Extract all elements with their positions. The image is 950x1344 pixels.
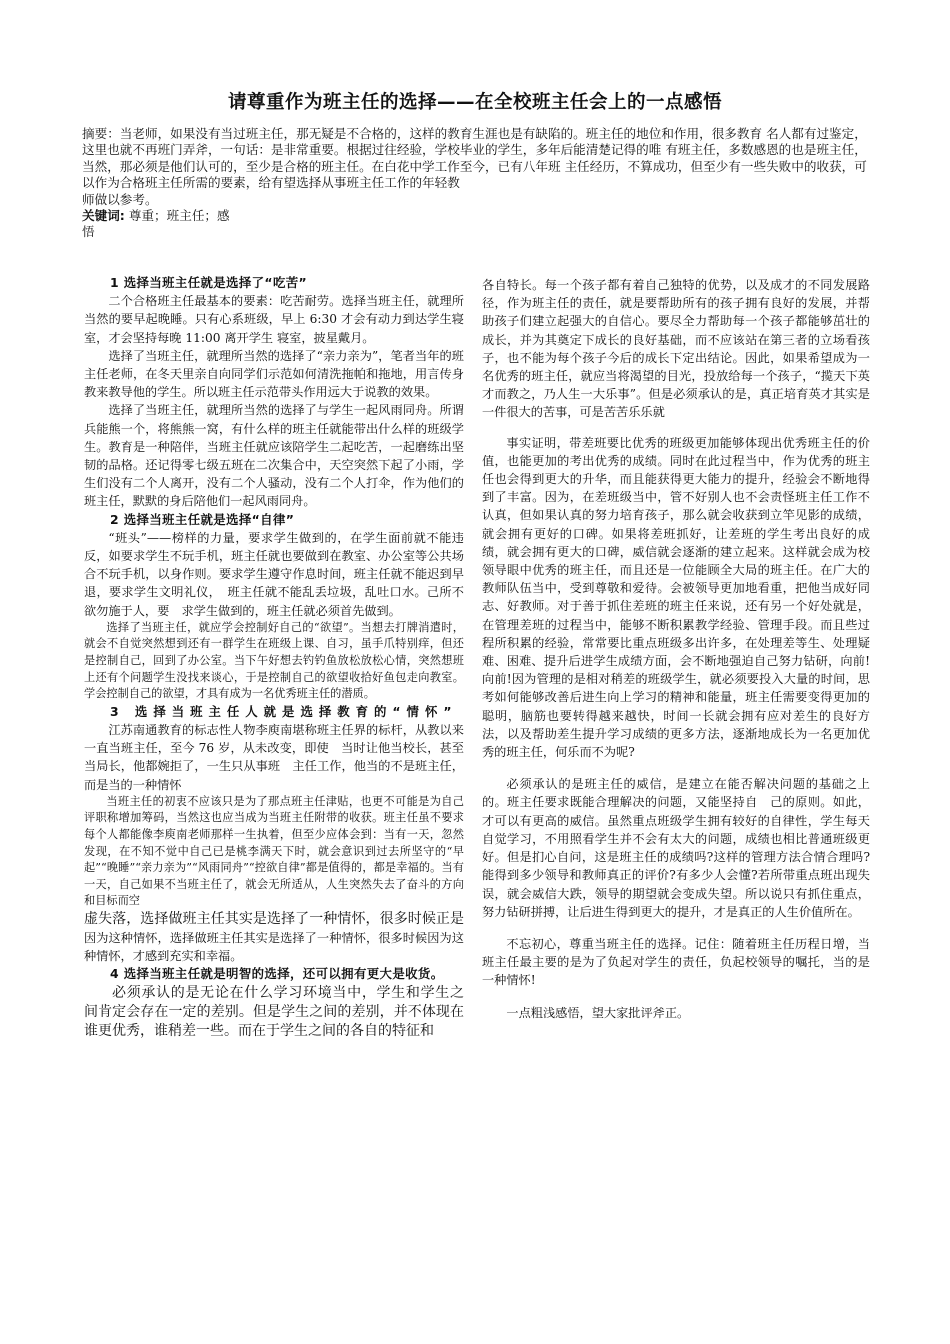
left-paragraph-8: 必须承认的是无论在什么学习环境当中，学生和学生之 间肯定会存在一定的差别。但是学生之间的差别，并不体现在谁更优秀，谁稍差一些。而在于学生之间的各自的特征和 <box>84 984 464 1039</box>
right-paragraph-5: 一点粗浅感悟，望大家批评斧正。 <box>506 1005 690 1020</box>
keywords-value: 尊重；班主任；感 <box>128 208 230 224</box>
left-paragraph-7-end: 因为这种情怀，选择做班主任其实是选择了一种情怀，很多时候因为这种情怀，才感到充实和幸福。 <box>84 931 464 964</box>
spacer <box>482 761 870 775</box>
abstract-block <box>82 126 868 241</box>
section-heading-2: 2 选择当班主任就是选择“自律” <box>110 511 295 527</box>
right-column <box>482 276 870 1022</box>
left-paragraph-7: 当班主任的初衷不应该只是为了那点班主任津贴，也更不可能是为自己评职称增加筹码，当然这也应当成为当班主任附带的收获。班主任虽不要求每个人都能像李庾南老师那样一生执着，但至少应体会到：当有一天，忽然发现，在不知不觉中自己已是桃李满天下时，就会意识到过去所坚守的“早起”“晚睡”“亲力亲为”“风雨同舟”“控欲自律”都是值得的，都是幸福的。当有一天，自己如果不当班主任了，就会无所适从，人生突然失去了奋斗的方向和目标而空 <box>84 794 464 908</box>
left-paragraph-5: 选择了当班主任，就应学会控制好自己的“欲望”。当想去打牌消遣时，就会不自觉突然想到还有一群学生在班级上课、自习，虽手爪特别痒，但还是控制自己，回到了办公室。当下午好想去钓钓鱼放松放松心情，突然想班上还有个问题学生没找来谈心，于是控制自己的欲望收拾好鱼包走向教室。学会控制自己的欲望，才具有成为一名优秀班主任的潜质。 <box>84 620 464 701</box>
right-paragraph-4: 不忘初心，尊重当班主任的选择。记住：随着班主任历程日增，当班主任最主要的是为了负起对学生的责任，负起校领导的嘱托，当的是一种情怀! <box>482 936 870 988</box>
keywords-label: 关键词: <box>82 208 125 224</box>
left-paragraph-7-sans: 虚失落，选择做班主任其实是选择了一种情怀，很多时候正是 <box>84 911 464 927</box>
spacer <box>482 921 870 935</box>
left-paragraph-2: 选择了当班主任，就理所当然的选择了“亲力亲为”，笔者当年的班主任老师，在冬天里亲自向同学们示范如何清洗拖帕和拖地，用言传身教来教导他的学生。所以班主任示范带头作用远大于说教的效果。 <box>84 348 464 400</box>
abstract-tail: 师做以参考。 <box>82 191 158 207</box>
section-heading-3: 3 选择当班主任人就是选择教育的“情怀” <box>110 703 458 719</box>
left-paragraph-4: “班头”——榜样的力量，要求学生做到的，在学生面前就不能违反，如要求学生不玩手机，班主任就也要做到在教室、办公室等公共场合不玩手机，以身作则。要求学生遵守作息时间，班主任就不能迟到早退，要求学生文明礼仪， 班主任就不能乱丢垃圾，乱吐口水。己所不欲勿施于人，要 求学生做到的，班主任就必须首先做到。 <box>84 530 464 618</box>
left-paragraph-3: 选择了当班主任，就理所当然的选择了与学生一起风雨同舟。所谓兵能熊一个，将熊熊一窝，有什么样的班主任就能带出什么样的班级学生。教育是一种陪伴，当班主任就应该陪学生二起吃苦，一起磨练出坚韧的品格。还记得零七级五班在二次集合中，天空突然下起了小雨，学生们没有二个人离开，没有二个人骚动，没有二个人打伞，作为他们的班主任，默默的身后陪他们一起风雨同舟。 <box>84 403 464 509</box>
left-column <box>84 274 464 1041</box>
section-heading-4: 4 选择当班主任就是明智的选择，还可以拥有更大是收货。 <box>110 966 444 982</box>
keywords-line <box>82 208 868 224</box>
right-paragraph-2: 事实证明，带差班要比优秀的班级更加能够体现出优秀班主任的价值，也能更加的考出优秀的成绩。同时在此过程当中，作为优秀的班主任也会得到更大的升华，而且能获得更大能力的提升，经验会不断地得到了丰富。因为，在差班级当中，管不好别人也不会责怪班主任工作不认真，但如果认真的努力培育孩子，那么就会收获到立竿见影的成绩，就会拥有更好的口碑。如果将差班抓好，让差班的学生考出良好的成绩，就会拥有更大的口碑，威信就会逐渐的建立起来。这样就会成为校领导眼中优秀的班主任，而且还是一位能顾全大局的班主任。在广大的教师队伍当中，受到尊敬和爱待。会被领导更加地看重，把他当成好同志、好教师。对于善于抓住差班的班主任来说，还有另一个好处就是，在管理差班的过程当中，能够不断积累教学经验、管理手段。而且些过程所积累的经验，常常要比重点班级多出许多，在处理差等生、处理疑难、困难、提升后进学生成绩方面，会不断地强迫自己努力钻研，向前!向前!因为管理的是相对稍差的班级学生，就必须要投入大量的时间，思考如何能够改善后进生向上学习的精神和能量，班主任需要变得更加的聪明，脑筋也要转得越来越快，时间一长就会拥有应对差生的良好方法，以及帮助差生提升学习成绩的更多方法，逐渐地成长为一名更加优秀的班主任，何乐而不为呢? <box>482 435 870 760</box>
keywords-tail: 悟 <box>82 224 95 240</box>
document-title: 请尊重作为班主任的选择——在全校班主任会上的一点感悟 <box>227 92 722 113</box>
left-paragraph-7-cont <box>84 910 464 965</box>
right-paragraph-3: 必须承认的是班主任的威信，是建立在能否解决问题的基础之上的。班主任要求既能合理解决的问题，又能坚持自 己的原则。如此，才可以有更高的威信。虽然重点班级学生拥有较好的自律性，学生每天自觉学习，不用照看学生并不会有太大的问题，成绩也相比普通班级更好。但是扪心自问，这是班主任的成绩吗?这样的管理方法合情合理吗?能得到多少领导和教师真正的评价?有多少人会懂?若所带重点班出现失误，就会威信大跌，领导的期望就会变成失望。所以说只有抓住重点，努力钻研拼搏，让后进生得到更大的提升，才是真正的人生价值所在。 <box>482 777 870 919</box>
spacer <box>482 422 870 434</box>
section-heading-1: 1 选择当班主任就是选择了“吃苦” <box>110 275 308 290</box>
spacer <box>482 990 870 1004</box>
left-paragraph-1: 二个合格班主任最基本的要素：吃苦耐劳。选择当班主任，就理所当然的要早起晚睡。只有心系班级，早上 6:30 才会有动力到达学生寝室，才会坚持每晚 11:00 离开学生 寝室，披星戴月。 <box>84 294 464 345</box>
left-paragraph-6: 江苏南通教育的标志性人物李庾南堪称班主任界的标杆，从教以来一直当班主任，至今 76 岁，从未改变，即使 当时让他当校长，甚至当局长，他都婉拒了，一生只从事班 主任工作，他当的不是班主任，而是当的一种情怀 <box>84 723 464 792</box>
right-paragraph-1: 各自特长。每一个孩子都有着自己独特的优势，以及成才的不同发展路径，作为班主任的责任，就是要帮助所有的孩子拥有良好的发展，并帮助孩子们建立起强大的自信心。要尽全力帮助每一个孩子都能够茁壮的成长，并为其奠定下成长的良好基础，而不应该站在第三者的立场看孩子，也不能为每个孩子今后的成长下定出结论。因此，如果希望成为一名优秀的班主任，就应当将渴望的目光，投放给每一个孩子，“揽天下英才而教之，乃人生一大乐事”。但是必须承认的是，真正培育英才其实是一件很大的苦事，可是苦苦乐乐就 <box>482 278 870 420</box>
abstract-text: 摘要：当老师，如果没有当过班主任，那无疑是不合格的，这样的教育生涯也是有缺陷的。班主任的地位和作用，很多教育 名人都有过鉴定，这里也就不再班门弄斧，一句话：是非常重要。根据过往经验，学校毕业的学生，多年后能清楚记得的唯 有班主任，多数感恩的也是班主任，当然，那必须是他们认可的，至少是合格的班主任。在白花中学工作至今，已有八年班 主任经历，不算成功，但至少有一些失败中的收获，可以作为合格班主任所需的要素，给有望选择从事班主任工作的年轻教 <box>82 126 867 191</box>
